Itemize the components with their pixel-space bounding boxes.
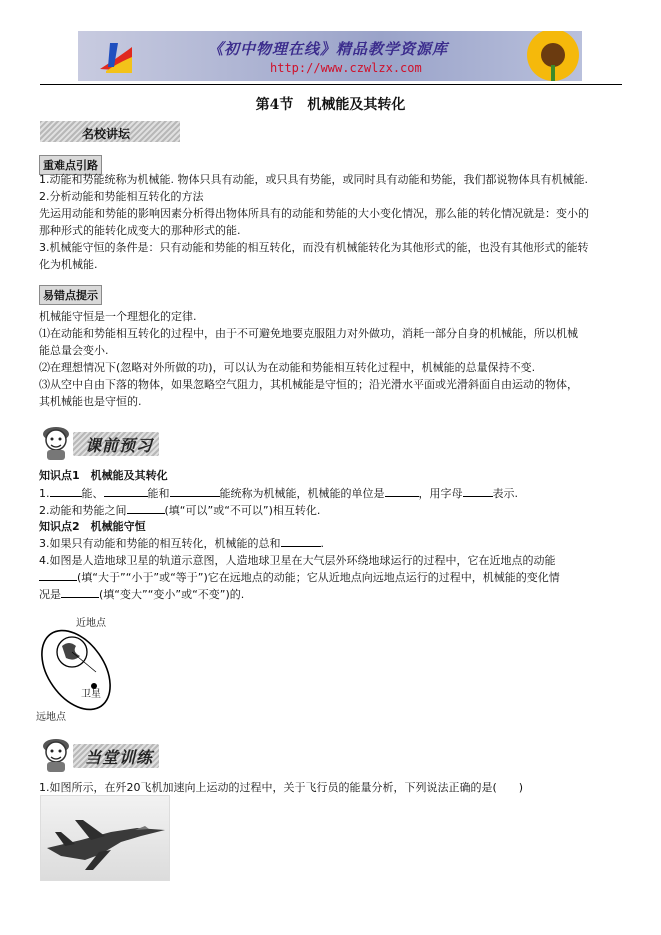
question-number: 1. xyxy=(39,487,50,500)
tag-yicuodian: 易错点提示 xyxy=(39,285,102,305)
badge-keqianyuxi xyxy=(39,420,161,460)
question-text: 况是 xyxy=(39,588,61,601)
orbit-figure xyxy=(36,612,146,722)
question-1 xyxy=(39,485,624,502)
text-line: 先运用动能和势能的影响因素分析得出物体所具有的动能和势能的大小变化情况，那么能的转化情况就是：变小的 xyxy=(39,207,589,220)
question-text: 2.动能和势能之间 xyxy=(39,504,127,517)
header-banner xyxy=(78,31,582,81)
sunflower-icon xyxy=(518,31,582,81)
header-rule xyxy=(40,84,622,85)
text-line: 能总量会变小. xyxy=(39,344,109,357)
text-line: ⑴在动能和势能相互转化的过程中，由于不可避免地要克服阻力对外做功，消耗一部分自身的机械能，所以机械 xyxy=(39,327,578,340)
question-text: (填“变大”“变小”或“不变”)的. xyxy=(99,588,245,601)
banner-url[interactable]: http://www.czwlzx.com xyxy=(270,61,422,75)
fighter-jet-icon xyxy=(41,796,169,880)
question-3 xyxy=(39,535,624,552)
training-question-1: 1.如图所示，在歼20飞机加速向上运动的过程中，关于飞行员的能量分析，下列说法正确的是( ) xyxy=(39,781,524,794)
answer-blank[interactable] xyxy=(61,597,99,598)
section-header-mingxiao xyxy=(40,121,180,142)
answer-blank[interactable] xyxy=(127,513,165,514)
text-line: ⑵在理想情况下(忽略对外所做的功)，可以认为在动能和势能相互转化过程中，机械能的总量保持不变. xyxy=(39,361,536,374)
text-line: 2.分析动能和势能相互转化的方法 xyxy=(39,190,204,203)
answer-blank[interactable] xyxy=(463,496,493,497)
question-text: ，用字母 xyxy=(418,487,463,500)
answer-blank[interactable] xyxy=(104,496,148,497)
answer-blank[interactable] xyxy=(39,580,77,581)
page-title: 第4节 机械能及其转化 xyxy=(255,97,406,113)
answer-blank[interactable] xyxy=(281,546,321,547)
question-text: . xyxy=(320,537,324,550)
jet-photo xyxy=(40,795,170,881)
yicuo-block xyxy=(39,308,624,410)
badge-dangtangxunlian xyxy=(39,732,161,772)
question-text: 能、 xyxy=(81,487,104,500)
label-near-point: 近地点 xyxy=(76,618,106,629)
logo-icon xyxy=(96,37,136,77)
knowledge-point-title: 知识点1 机械能及其转化 xyxy=(39,469,168,482)
student-cartoon-icon xyxy=(39,420,73,460)
text-line: 1.动能和势能统称为机械能. 物体只具有动能，或只具有势能，或同时具有动能和势能，我们都说物体具有机械能. xyxy=(39,173,588,186)
student-cartoon-icon xyxy=(39,732,73,772)
question-text: 3.如果只有动能和势能的相互转化，机械能的总和 xyxy=(39,537,281,550)
zhongnan-block xyxy=(39,171,624,273)
text-line: 3.机械能守恒的条件是：只有动能和势能的相互转化，而没有机械能转化为其他形式的能，也没有其他形式的能转 xyxy=(39,241,589,254)
banner-title: 《初中物理在线》精品教学资源库 xyxy=(208,40,449,58)
tag-zhongnandian: 重难点引路 xyxy=(39,155,102,175)
question-text: (填“可以”或“不可以”)相互转化. xyxy=(164,504,321,517)
text-line: ⑶从空中自由下落的物体，如果忽略空气阻力，其机械能是守恒的；沿光滑水平面或光滑斜面自由运动的物体， xyxy=(39,378,578,391)
knowledge-point-title: 知识点2 机械能守恒 xyxy=(39,520,146,533)
label-satellite: 卫星 xyxy=(81,689,101,700)
text-line: 那种形式的能转化成变大的那种形式的能. xyxy=(39,224,241,237)
question-text: 能统称为机械能，机械能的单位是 xyxy=(219,487,385,500)
section-header-label: 名校讲坛 xyxy=(82,127,131,141)
text-line: 其机械能也是守恒的. xyxy=(39,395,142,408)
answer-blank[interactable] xyxy=(50,496,82,497)
question-text: (填“大于”“小于”或“等于”)它在远地点的动能；它从近地点向远地点运行的过程中，机械能的变化情 xyxy=(77,571,560,584)
text-line: 化为机械能. xyxy=(39,258,98,271)
answer-blank[interactable] xyxy=(170,496,220,497)
label-far-point: 远地点 xyxy=(36,712,66,723)
question-4 xyxy=(39,552,624,603)
question-text: 能和 xyxy=(147,487,170,500)
question-text: 4.如图是人造地球卫星的轨道示意图，人造地球卫星在大气层外环绕地球运行的过程中，它在近地点的动能 xyxy=(39,554,556,567)
answer-blank[interactable] xyxy=(385,496,419,497)
question-2 xyxy=(39,502,624,519)
badge-label: 课前预习 xyxy=(85,436,154,455)
badge-label: 当堂训练 xyxy=(85,748,154,767)
text-line: 机械能守恒是一个理想化的定律. xyxy=(39,310,197,323)
question-text: 表示. xyxy=(492,487,518,500)
